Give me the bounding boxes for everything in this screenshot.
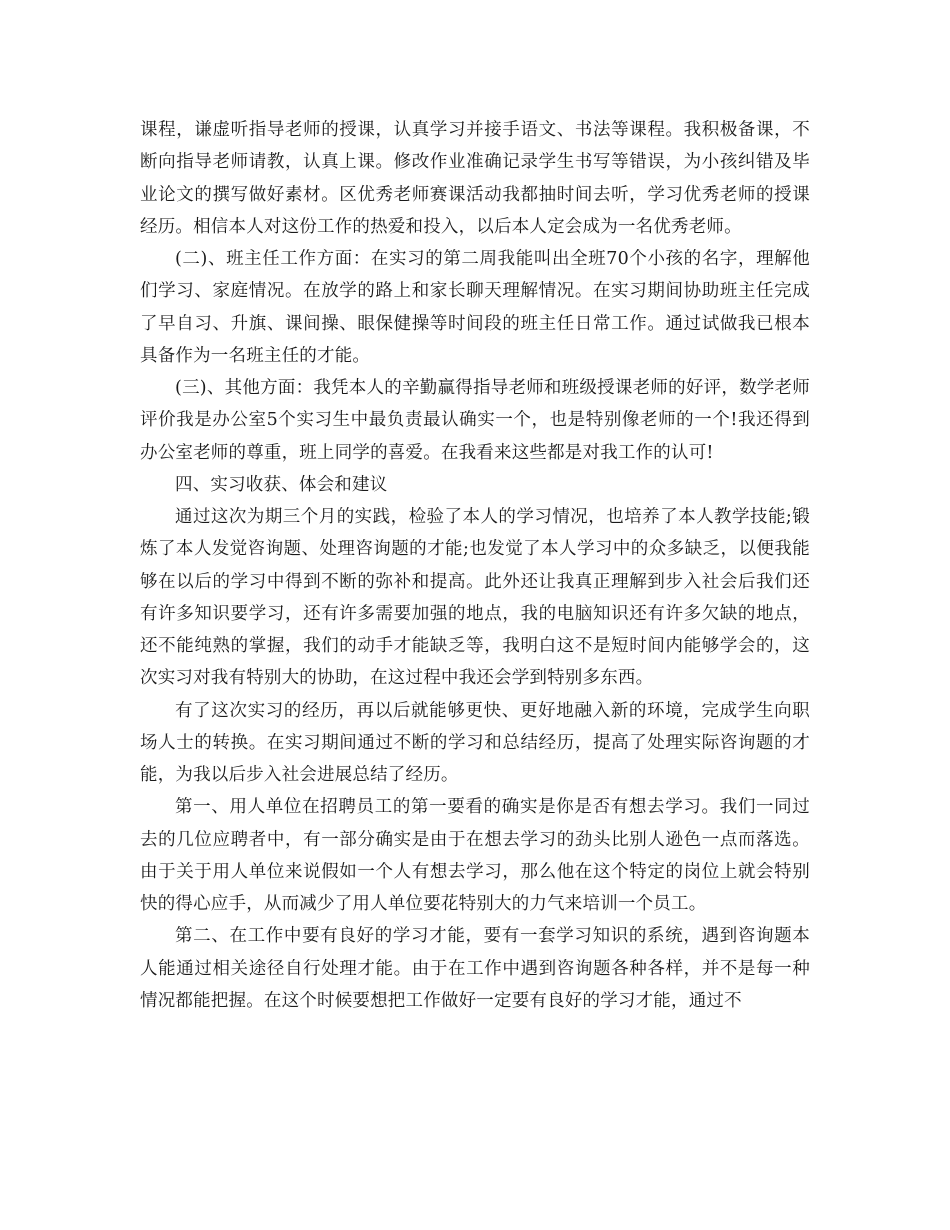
- paragraph-class-teacher-work: (二)、班主任工作方面：在实习的第二周我能叫出全班70个小孩的名字，理解他们学习、家庭情况。在放学的路上和家长聊天理解情况。在实习期间协助班主任完成了早自习、升旗、课间操、眼保健操等时间段的班主任日常工作。通过试做我已根本具备作为一名班主任的才能。: [140, 249, 810, 366]
- paragraph-experience: 有了这次实习的经历，再以后就能够更快、更好地融入新的环境，完成学生向职场人士的转换。在实习期间通过不断的学习和总结经历，提高了处理实际咨询题的才能，为我以后步入社会进展总结了经历。: [140, 700, 810, 785]
- document-body: [140, 114, 810, 1017]
- paragraph-point-one: 第一、用人单位在招聘员工的第一要看的确实是你是否有想去学习。我们一同过去的几位应聘者中，有一部分确实是由于在想去学习的劲头比别人逊色一点而落选。由于关于用人单位来说假如一个人有想去学习，那么他在这个特定的岗位上就会特别快的得心应手，从而减少了用人单位要花特别大的力气来培训一个员工。: [140, 797, 810, 914]
- section-heading-gains: 四、实习收获、体会和建议: [175, 474, 388, 495]
- paragraph-lesson-prep: 课程，谦虚听指导老师的授课，认真学习并接手语文、书法等课程。我积极备课，不断向指导老师请教，认真上课。修改作业准确记录学生书写等错误，为小孩纠错及毕业论文的撰写做好素材。区优秀老师赛课活动我都抽时间去听，学习优秀老师的授课经历。相信本人对这份工作的热爱和投入，以后本人定会成为一名优秀老师。: [140, 120, 810, 237]
- paragraph-other-aspects: (三)、其他方面：我凭本人的辛勤赢得指导老师和班级授课老师的好评，数学老师评价我是办公室5个实习生中最负责最认确实一个，也是特别像老师的一个!我还得到办公室老师的尊重，班上同学的喜爱。在我看来这些都是对我工作的认可!: [140, 378, 810, 463]
- paragraph-point-two: 第二、在工作中要有良好的学习才能，要有一套学习知识的系统，遇到咨询题本人能通过相关途径自行处理才能。由于在工作中遇到咨询题各种各样，并不是每一种情况都能把握。在这个时候要想把工作做好一定要有良好的学习才能，通过不: [140, 926, 810, 1011]
- paragraph-practice-summary: 通过这次为期三个月的实践，检验了本人的学习情况，也培养了本人教学技能;锻炼了本人发觉咨询题、处理咨询题的才能;也发觉了本人学习中的众多缺乏，以便我能够在以后的学习中得到不断的弥补和提高。此外还让我真正理解到步入社会后我们还有许多知识要学习，还有许多需要加强的地点，我的电脑知识还有许多欠缺的地点，还不能纯熟的掌握，我们的动手才能缺乏等，我明白这不是短时间内能够学会的，这次实习对我有特别大的协助，在这过程中我还会学到特别多东西。: [140, 507, 810, 689]
